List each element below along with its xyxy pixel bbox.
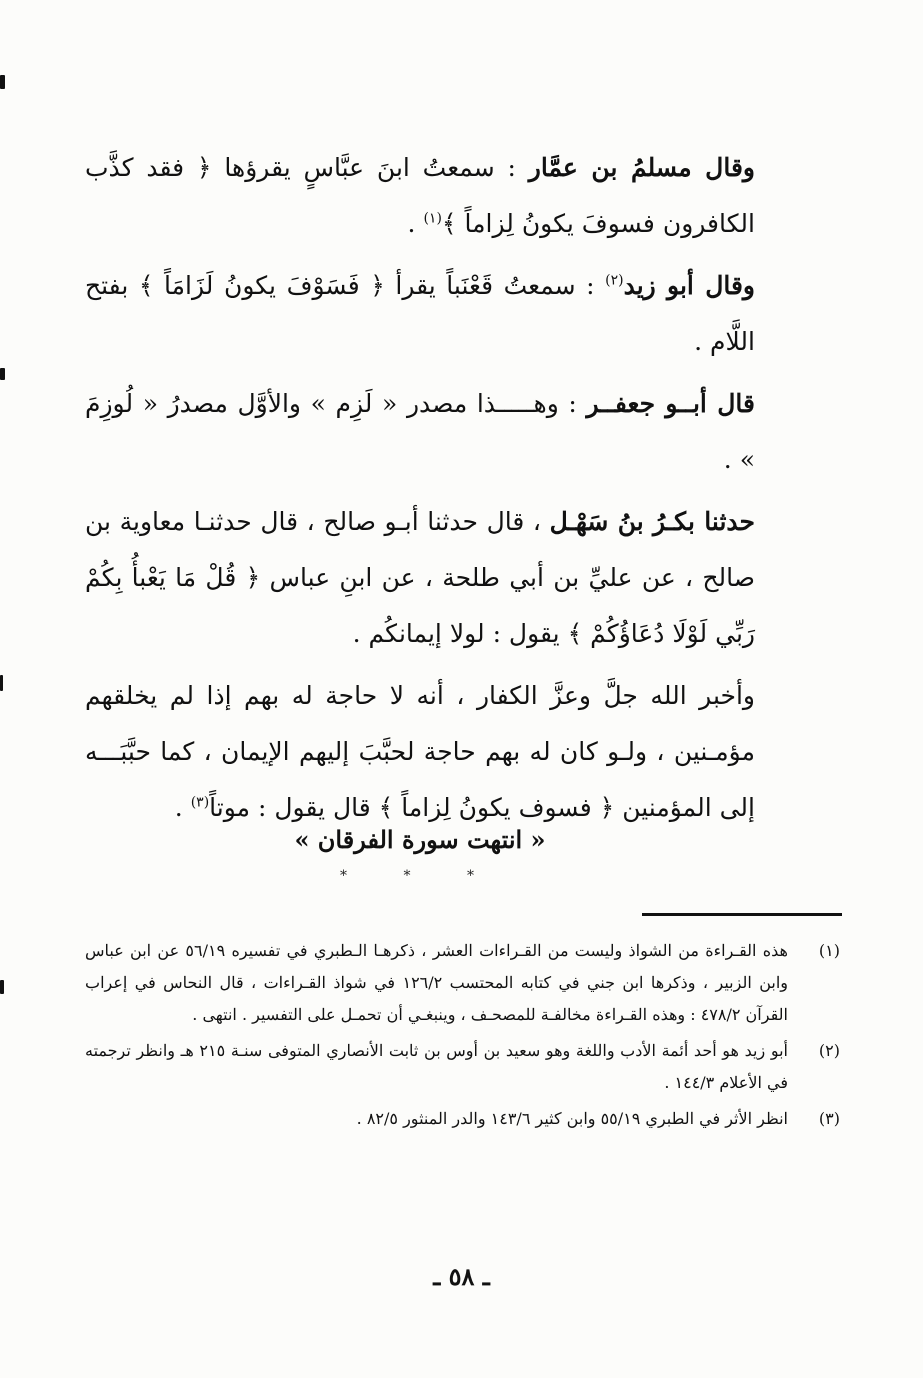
paragraph-abu-zayd bbox=[85, 258, 755, 370]
narrator-name: حدثنا بكـرُ بنُ سَهْـل bbox=[549, 507, 755, 536]
footnote-separator bbox=[642, 913, 842, 916]
footnote-ref: (٣) bbox=[190, 794, 210, 811]
paragraph-text: : وهـــــذا مصدر « لَزِم » والأوَّل مصدرُ « لُوزِمَ » . bbox=[85, 389, 755, 474]
narrator-name: وقال أبو زيد bbox=[623, 271, 755, 300]
footnotes bbox=[85, 935, 840, 1139]
paragraph-tail: . bbox=[174, 793, 191, 822]
footnote-ref: (١) bbox=[423, 210, 442, 227]
scan-edge-mark bbox=[0, 980, 4, 994]
footnote-number: (١) bbox=[818, 941, 840, 960]
paragraph-text: : سمعتُ قَعْنَباً يقرأ ﴿ فَسَوْفَ يكونُ لَزَامَاً ﴾ بفتح اللَّام . bbox=[85, 271, 755, 356]
footnote-ref: (٢) bbox=[605, 272, 624, 289]
narrator-name: قال أبــو جعفــر bbox=[586, 389, 755, 418]
paragraph-abu-jafar bbox=[85, 376, 755, 488]
paragraph-text: : سمعتُ ابنَ عبَّاسٍ يقرؤها ﴿ فقد كذَّب الكافرون فسوفَ يكونُ لِزاماً ﴾ bbox=[85, 153, 755, 238]
main-text bbox=[85, 140, 755, 836]
footnote-item bbox=[85, 935, 840, 1031]
section-divider-stars: * * * bbox=[340, 868, 500, 884]
paragraph-bakr-ibn-sahl bbox=[85, 494, 755, 662]
footnote-item bbox=[85, 1035, 840, 1099]
surah-end-heading: « انتهت سورة الفرقان » bbox=[294, 825, 546, 854]
footnote-text: انظر الأثر في الطبري ٥٥/١٩ وابن كثير ١٤٣/٦ والدر المنثور ٨٢/٥ . bbox=[356, 1109, 788, 1128]
scan-edge-mark bbox=[0, 675, 3, 691]
scan-edge-mark bbox=[0, 368, 5, 380]
footnote-item bbox=[85, 1103, 840, 1135]
footnote-number: (٣) bbox=[818, 1109, 840, 1128]
narrator-name: وقال مسلمُ بن عمَّار bbox=[528, 153, 755, 182]
scan-edge-mark bbox=[0, 75, 5, 89]
footnote-text: أبو زيد هو أحد أئمة الأدب واللغة وهو سعيد بن أوس بن ثابت الأنصاري المتوفى سنـة ٢١٥ هـ وانظر ترجمته في الأعلام ١٤٤/٣ . bbox=[85, 1041, 788, 1092]
page-number: ـ ٥٨ ـ bbox=[433, 1262, 490, 1291]
paragraph-text: ، قال حدثنا أبـو صالح ، قال حدثنـا معاوية بن صالح ، عن عليِّ بن أبي طلحة ، عن ابنِ عباس ﴿ قُلْ مَا يَعْبأُ بِكُمْ رَبِّي لَوْلَا دُعَاؤُكُمْ ﴾ يقول : لولا إيمانكُم . bbox=[85, 507, 755, 648]
footnote-number: (٢) bbox=[818, 1041, 840, 1060]
paragraph-text: وأخبر الله جلَّ وعزَّ الكفار ، أنه لا حاجة له بهم إذا لم يخلقهم مؤمـنين ، ولـو كان له بهم حاجة لحبَّبَ إليهم الإيمان ، كما حبَّبَـــه إلى المؤمنين ﴿ فسوف يكونُ لِزاماً ﴾ قال يقول : موتاً bbox=[85, 681, 755, 822]
footnote-text: هذه القـراءة من الشواذ وليست من القـراءات العشر ، ذكرهـا الـطبري في تفسيره ٥٦/١٩ عن ابن عباس وابن الزبير ، وذكرها ابن جني في كتابه المحتسب ١٢٦/٢ في شواذ القـراءات ، قال النحاس في إعراب القرآن ٤٧٨/٢ : وهذه القـراءة مخالفـة للمصحـف ، وينبغـي أن تحمـل على التفسير . انتهى . bbox=[85, 941, 788, 1024]
paragraph-muslim-ibn-ammar bbox=[85, 140, 755, 252]
paragraph-tail: . bbox=[407, 209, 424, 238]
paragraph-allah-informed bbox=[85, 668, 755, 836]
